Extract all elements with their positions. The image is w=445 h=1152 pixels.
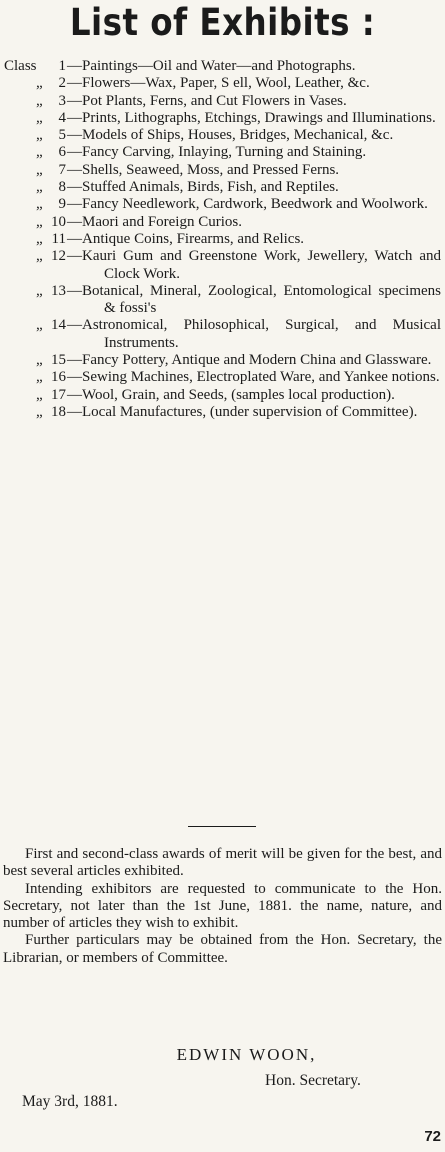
- class-row: [0, 179, 445, 196]
- class-description: [67, 75, 441, 92]
- document-date: May 3rd, 1881.: [22, 1093, 118, 1110]
- class-description: [67, 110, 441, 127]
- ditto-mark: „: [36, 403, 43, 420]
- page-number: 72: [424, 1128, 441, 1145]
- class-description-text: —Maori and Foreign Curios.: [67, 213, 242, 230]
- class-description-text: —Fancy Carving, Inlaying, Turning and Staining.: [67, 144, 367, 161]
- class-row: [0, 283, 445, 318]
- notes-section: [3, 846, 442, 967]
- class-description-text: —Shells, Seaweed, Moss, and Pressed Ferns.: [67, 161, 340, 178]
- ditto-mark: „: [36, 282, 43, 299]
- class-number: 17: [51, 386, 66, 403]
- ditto-mark: „: [36, 92, 43, 109]
- signer-name: EDWIN WOON,: [176, 1045, 317, 1064]
- class-row: [0, 352, 445, 369]
- ditto-mark: „: [36, 386, 43, 403]
- ditto-mark: „: [36, 161, 43, 178]
- class-description: [67, 127, 441, 144]
- ditto-mark: „: [36, 369, 43, 386]
- class-row: [0, 162, 445, 179]
- class-description-text: —Models of Ships, Houses, Bridges, Mechanical, &c.: [67, 127, 394, 144]
- signer-title: Hon. Secretary.: [265, 1072, 361, 1089]
- class-description: [67, 162, 441, 179]
- class-row: [0, 387, 445, 404]
- class-number: 6: [58, 144, 66, 161]
- class-number: 4: [58, 109, 66, 126]
- class-description-text: —Paintings—Oil and Water—and Photographs.: [67, 58, 356, 74]
- class-row: [0, 248, 445, 283]
- class-description-text: —Sewing Machines, Electroplated Ware, and Yankee notions.: [67, 369, 440, 386]
- page-title: List of Exhibits :: [69, 1, 376, 44]
- class-description-text: —Stuffed Animals, Birds, Fish, and Reptiles.: [67, 179, 339, 196]
- class-description: [67, 58, 441, 75]
- class-description: [67, 93, 441, 110]
- class-row: [0, 214, 445, 231]
- class-description: [67, 352, 441, 369]
- class-description-text: —Flowers—Wax, Paper, S ell, Wool, Leather, &c.: [67, 75, 370, 92]
- class-number: 16: [51, 369, 66, 386]
- class-number: 11: [51, 230, 66, 247]
- ditto-mark: „: [36, 196, 43, 213]
- ditto-mark: „: [36, 317, 43, 334]
- class-description-text: —Fancy Needlework, Cardwork, Beedwork and Woolwork.: [67, 196, 428, 213]
- class-number: 15: [51, 352, 66, 369]
- ditto-mark: „: [36, 109, 43, 126]
- class-description: [67, 196, 441, 213]
- class-number: 12: [51, 248, 66, 265]
- class-description-text: —Fancy Pottery, Antique and Modern China and Glassware.: [67, 352, 432, 369]
- class-label: Class: [4, 58, 37, 74]
- class-description: [67, 317, 441, 352]
- class-description-text: —Prints, Lithographs, Etchings, Drawings and Illuminations.: [67, 109, 436, 126]
- class-number: 9: [58, 196, 66, 213]
- class-number: 2: [58, 75, 66, 92]
- section-divider: [188, 826, 256, 827]
- class-description-text: —Kauri Gum and Greenstone Work, Jewellery, Watch and Clock Work.: [67, 248, 441, 282]
- class-description-text: —Botanical, Mineral, Zoological, Entomological specimens & fossi's: [67, 282, 441, 317]
- class-row: [0, 317, 445, 352]
- class-number: 18: [51, 403, 66, 420]
- class-row: [0, 58, 445, 75]
- class-row: [0, 231, 445, 248]
- class-row: [0, 144, 445, 161]
- class-row: [0, 369, 445, 386]
- class-description: [67, 404, 441, 421]
- class-number: 7: [58, 161, 66, 178]
- class-description-text: —Antique Coins, Firearms, and Relics.: [67, 230, 305, 247]
- class-number: 14: [51, 317, 66, 334]
- class-description: [67, 369, 441, 386]
- class-row: [0, 196, 445, 213]
- class-row: [0, 110, 445, 127]
- ditto-mark: „: [36, 230, 43, 247]
- ditto-mark: „: [36, 127, 43, 144]
- note-paragraph: Intending exhibitors are requested to communicate to the Hon. Secretary, not later than the 1st June, 1881. the name, nature, and number of articles they wish to exhibit.: [3, 880, 442, 932]
- class-description-text: —Local Manufactures, (under supervision of Committee).: [67, 403, 418, 420]
- ditto-mark: „: [36, 179, 43, 196]
- class-description-text: —Astronomical, Philosophical, Surgical, and Musical Instruments.: [67, 317, 441, 351]
- class-number: 10: [51, 213, 66, 230]
- class-description-text: —Wool, Grain, and Seeds, (samples local production).: [67, 386, 395, 403]
- class-row: [0, 75, 445, 92]
- class-number: 3: [58, 92, 66, 109]
- class-description: [67, 387, 441, 404]
- class-row: [0, 127, 445, 144]
- class-description: [67, 248, 441, 283]
- class-description-text: —Pot Plants, Ferns, and Cut Flowers in Vases.: [67, 92, 347, 109]
- class-description: [67, 214, 441, 231]
- class-description: [67, 179, 441, 196]
- class-description: [67, 283, 441, 318]
- note-paragraph: First and second-class awards of merit will be given for the best, and best several articles exhibited.: [3, 846, 442, 880]
- note-paragraph: Further particulars may be obtained from the Hon. Secretary, the Librarian, or members of Committee.: [3, 932, 442, 966]
- class-number: 5: [58, 127, 66, 144]
- ditto-mark: „: [36, 144, 43, 161]
- ditto-mark: „: [36, 75, 43, 92]
- ditto-mark: „: [36, 352, 43, 369]
- class-number: 8: [58, 179, 66, 196]
- class-number: 1: [58, 58, 66, 74]
- class-description: [67, 144, 441, 161]
- class-description: [67, 231, 441, 248]
- ditto-mark: „: [36, 248, 43, 265]
- class-row: [0, 404, 445, 421]
- ditto-mark: „: [36, 213, 43, 230]
- class-number: 13: [51, 282, 66, 299]
- exhibit-class-list: [0, 58, 445, 421]
- class-row: [0, 93, 445, 110]
